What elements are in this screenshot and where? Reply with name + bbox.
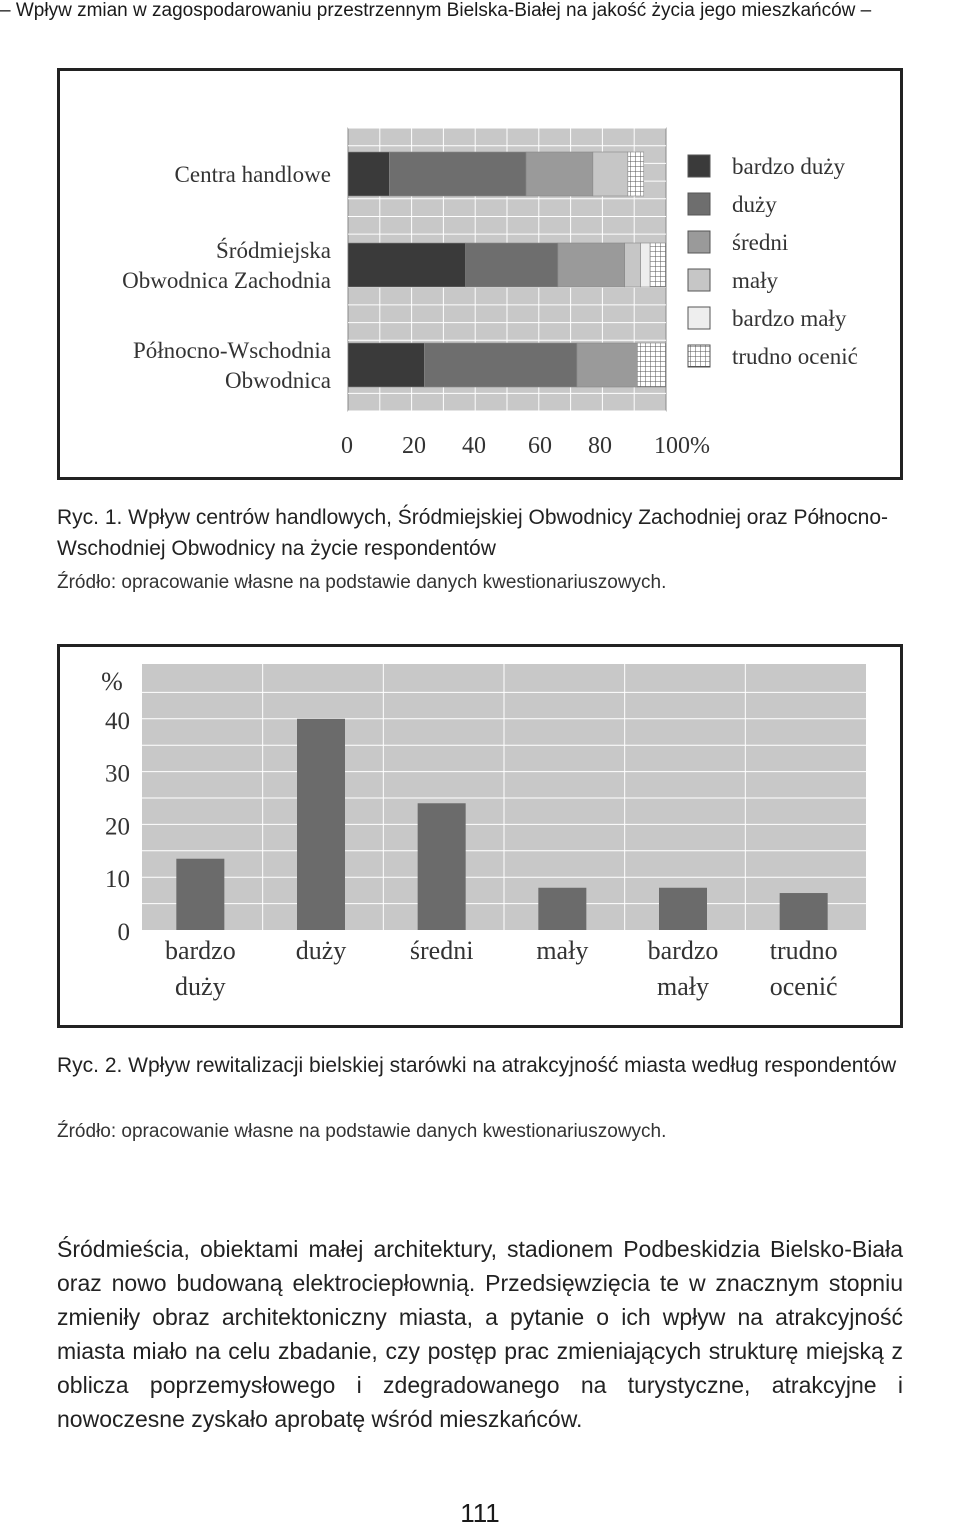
figure-2-chart <box>57 644 903 1028</box>
y-axis-label: % <box>101 667 123 696</box>
bar <box>538 888 586 930</box>
y-tick-label: 10 <box>105 866 130 894</box>
x-category-label: trudno <box>769 936 838 965</box>
body-paragraph: Śródmieścia, obiektami małej architektury, stadionem Podbeskidzia Bielsko-Biała oraz nowo budowaną elektrociepłownią. Przedsięwzięcia te w znacznym stopniu zmieniły obraz architektoniczny miasta, a pytanie o ich wpływ na atrakcyjność miasta miało na celu zbadanie, czy postęp prac zmieniających strukturę miejską z oblicza poprzemysłowego i zdegradowanego na turystyczne, atrakcyjne i nowoczesne zyskało aprobatę wśród mieszkańców. <box>57 1236 903 1432</box>
page-number: 111 <box>460 1498 500 1528</box>
bar <box>176 859 224 930</box>
bar-segment <box>466 243 558 287</box>
bar-segment <box>348 152 389 196</box>
legend-swatch <box>688 193 710 215</box>
bar-segment <box>577 343 637 387</box>
x-tick-label: 20 <box>402 433 426 459</box>
x-tick-label: 0 <box>341 433 353 459</box>
category-label: Śródmiejska <box>216 238 331 263</box>
category-label: Obwodnica <box>224 368 331 393</box>
x-tick-label: 100% <box>654 433 710 459</box>
legend-swatch <box>688 269 710 291</box>
bar-segment <box>558 243 625 287</box>
x-category-label: mały <box>657 972 709 1001</box>
figure-1-caption: Ryc. 1. Wpływ centrów handlowych, Śródmiejskiej Obwodnicy Zachodniej oraz Północno-Wschodniej Obwodnicy na życie respondentów <box>57 506 889 560</box>
category-label: Północno-Wschodnia <box>132 338 331 363</box>
x-tick-label: 40 <box>462 433 486 459</box>
bar-segment <box>641 243 651 287</box>
bar <box>659 888 707 930</box>
bar-segment <box>424 343 577 387</box>
bar <box>418 803 466 930</box>
legend-label: trudno ocenić <box>732 344 858 369</box>
figure-1-source: Źródło: opracowanie własne na podstawie danych kwestionariuszowych. <box>57 572 667 593</box>
figure-2-source: Źródło: opracowanie własne na podstawie danych kwestionariuszowych. <box>57 1121 667 1142</box>
category-label: Obwodnica Zachodnia <box>122 268 331 293</box>
x-category-label: bardzo <box>164 936 236 965</box>
figure-1-chart <box>57 68 903 480</box>
y-tick-label: 20 <box>105 813 130 841</box>
legend-label: mały <box>732 268 778 293</box>
x-tick-label: 60 <box>528 433 552 459</box>
bar <box>297 719 345 930</box>
y-tick-label: 30 <box>105 760 130 788</box>
bar-segment <box>628 152 644 196</box>
y-tick-label: 40 <box>105 707 130 735</box>
bar-chart <box>60 647 900 1025</box>
legend-swatch <box>688 231 710 253</box>
bar-segment <box>637 343 666 387</box>
x-category-label: duży <box>295 936 347 965</box>
legend-label: duży <box>732 192 777 217</box>
figure-2-caption: Ryc. 2. Wpływ rewitalizacji bielskiej starówki na atrakcyjność miasta według respondentów <box>57 1054 897 1077</box>
legend-swatch <box>688 155 710 177</box>
running-header: – Wpływ zmian w zagospodarowaniu przestrzennym Bielska-Białej na jakość życia jego mieszkańców – <box>0 0 872 21</box>
legend-label: średni <box>732 230 789 255</box>
bar-segment <box>593 152 628 196</box>
x-category-label: mały <box>536 936 589 965</box>
x-category-label: średni <box>409 936 474 965</box>
y-tick-label: 0 <box>117 919 130 946</box>
legend-label: bardzo duży <box>732 154 846 179</box>
legend-swatch <box>688 345 710 367</box>
bar <box>780 893 828 930</box>
bar-segment <box>348 343 424 387</box>
x-category-label: duży <box>175 972 226 1001</box>
x-category-label: bardzo <box>647 936 719 965</box>
x-tick-label: 80 <box>588 433 612 459</box>
bar-segment <box>526 152 593 196</box>
stacked-bar-chart <box>60 71 900 477</box>
bar-segment <box>348 243 466 287</box>
legend-label: bardzo mały <box>732 306 847 331</box>
legend-swatch <box>688 307 710 329</box>
bar-segment <box>650 243 666 287</box>
bar-segment <box>389 152 526 196</box>
bar-segment <box>625 243 641 287</box>
x-category-label: ocenić <box>769 972 838 1001</box>
category-label: Centra handlowe <box>174 162 331 187</box>
